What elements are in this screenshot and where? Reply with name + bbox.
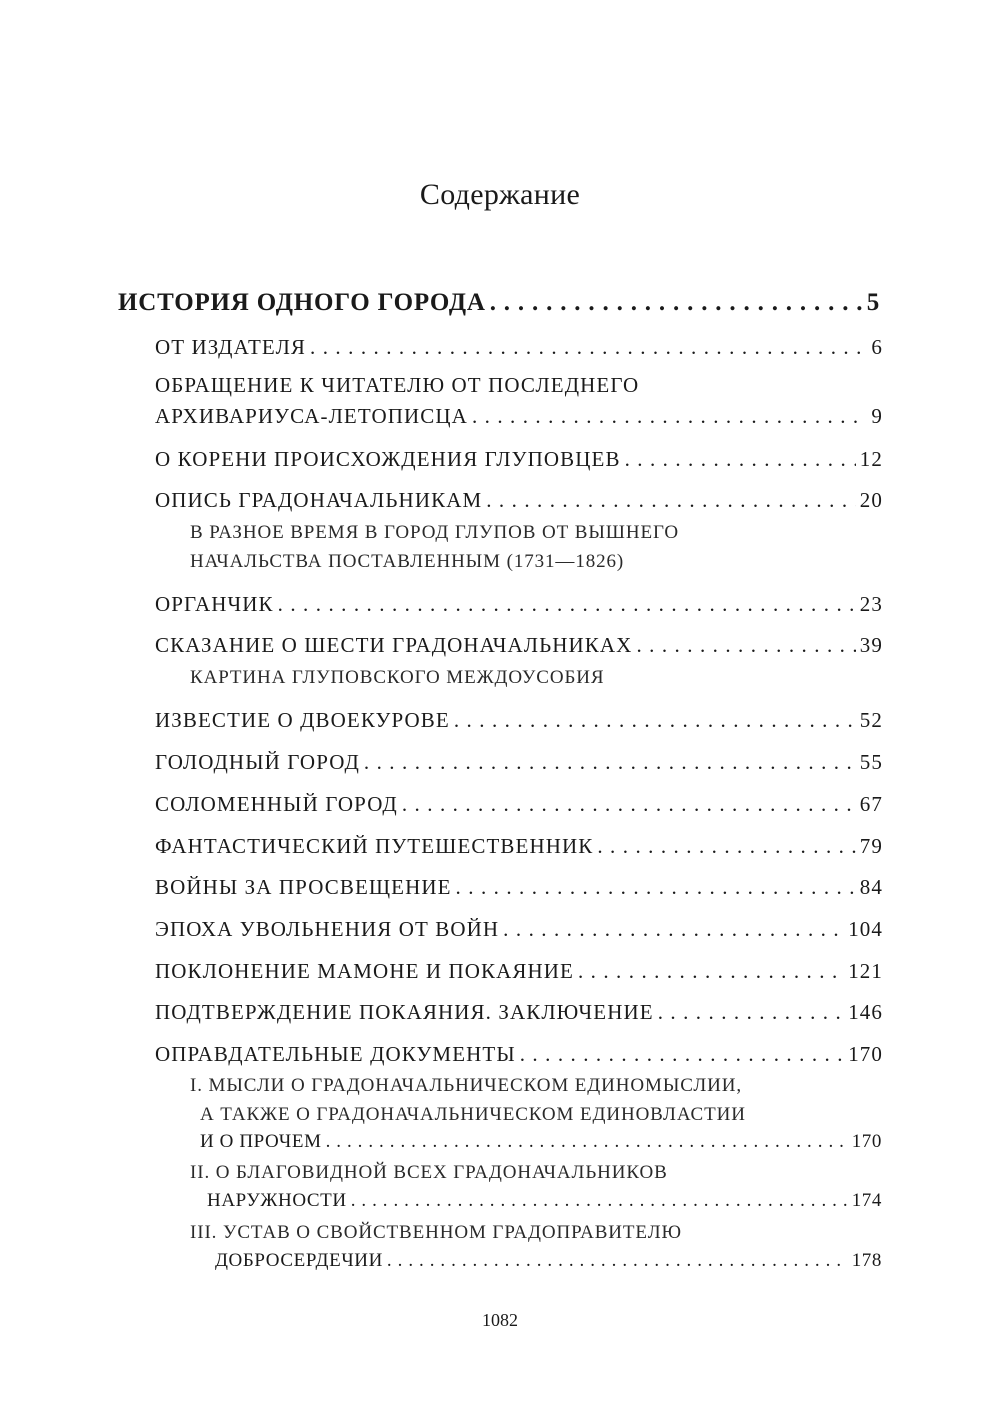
toc-page-number: 23 [859,592,883,616]
toc-page-number: 20 [859,488,883,512]
toc-page-number: 9 [871,404,883,428]
page-title: Содержание [419,178,581,211]
toc-entry-epokha[interactable] [155,917,883,942]
leader-dots [326,1131,848,1153]
leader-dots [490,289,863,317]
toc-entry-label: СОЛОМЕННЫЙ ГОРОД [155,792,398,816]
leader-dots [364,750,856,775]
toc-entry-label: ОТ ИЗДАТЕЛЯ [155,335,307,359]
toc-subtitle: В РАЗНОЕ ВРЕМЯ В ГОРОД ГЛУПОВ ОТ ВЫШНЕГО [190,522,680,543]
toc-page-number: 104 [848,917,883,941]
toc-entry-label: ИСТОРИЯ ОДНОГО ГОРОДА [118,289,486,316]
toc-entry-label: ИЗВЕСТИЕ О ДВОЕКУРОВЕ [155,708,450,732]
toc-entry-o-koreni[interactable] [155,447,883,472]
toc-doc-line: III. УСТАВ О СВОЙСТВЕННОМ ГРАДОПРАВИТЕЛЮ [190,1222,682,1243]
toc-page-number: 5 [866,289,880,316]
leader-dots [456,875,856,900]
toc-entry-label: ОПИСЬ ГРАДОНАЧАЛЬНИКАМ [155,488,483,512]
toc-page-number: 170 [851,1131,882,1152]
leader-dots [636,633,855,658]
toc-entry-opis[interactable] [155,488,883,513]
toc-entry-label: ФАНТАСТИЧЕСКИЙ ПУТЕШЕСТВЕННИК [155,834,594,858]
toc-entry-label: О КОРЕНИ ПРОИСХОЖДЕНИЯ ГЛУПОВЦЕВ [155,447,621,471]
toc-subtitle: НАЧАЛЬСТВА ПОСТАВЛЕННЫМ (1731—1826) [190,551,625,572]
leader-dots [597,834,855,859]
toc-entry-label: И О ПРОЧЕМ [200,1131,322,1152]
toc-entry-label: ОПРАВДАТЕЛЬНЫЕ ДОКУМЕНТЫ [155,1042,516,1066]
toc-entry-solomenny[interactable] [155,792,883,817]
leader-dots [351,1190,848,1212]
leader-dots [658,1000,844,1025]
toc-page-number: 170 [848,1042,883,1066]
leader-dots [387,1250,848,1272]
toc-entry-izvestie[interactable] [155,708,883,733]
toc-doc-line: I. МЫСЛИ О ГРАДОНАЧАЛЬНИЧЕСКОМ ЕДИНОМЫСЛИИ, [190,1075,743,1096]
toc-page-number: 174 [851,1190,882,1211]
leader-dots [503,917,844,942]
toc-entry-obrashchenie[interactable] [155,404,883,429]
toc-entry-label: АРХИВАРИУСА-ЛЕТОПИСЦА [155,404,468,428]
toc-doc-line: А ТАКЖЕ О ГРАДОНАЧАЛЬНИЧЕСКОМ ЕДИНОВЛАСТИИ [200,1104,746,1125]
page-number: 1082 [482,1310,518,1330]
leader-dots [520,1042,844,1067]
toc-entry-label: ПОКЛОНЕНИЕ МАМОНЕ И ПОКАЯНИЕ [155,959,574,983]
toc-page-number: 12 [859,447,883,471]
leader-dots [310,335,867,360]
toc-page-number: 84 [859,875,883,899]
toc-entry-label: НАРУЖНОСТИ [207,1190,347,1211]
toc-entry-label: ЭПОХА УВОЛЬНЕНИЯ ОТ ВОЙН [155,917,500,941]
toc-page-number: 121 [848,959,883,983]
leader-dots [278,592,856,617]
toc-entry-opravdatelnye[interactable] [155,1042,883,1067]
leader-dots [454,708,856,733]
toc-page-number: 146 [848,1000,883,1024]
toc-page-number: 39 [859,633,883,657]
leader-dots [472,404,867,429]
toc-page-number: 67 [859,792,883,816]
toc-entry-label: ДОБРОСЕРДЕЧИИ [215,1250,383,1271]
toc-doc-entry-1[interactable] [200,1131,882,1153]
toc-entry-fantasticheskiy[interactable] [155,834,883,859]
toc-entry-skazanie[interactable] [155,633,883,658]
toc-doc-entry-3[interactable] [215,1250,882,1272]
toc-page-number: 6 [871,335,883,359]
toc-entry-label: ВОЙНЫ ЗА ПРОСВЕЩЕНИЕ [155,875,452,899]
toc-subtitle: КАРТИНА ГЛУПОВСКОГО МЕЖДОУСОБИЯ [190,667,605,688]
toc-page-number: 178 [851,1250,882,1271]
toc-entry-label: ОРГАНЧИК [155,592,274,616]
toc-entry-label: ПОДТВЕРЖДЕНИЕ ПОКАЯНИЯ. ЗАКЛЮЧЕНИЕ [155,1000,654,1024]
toc-doc-entry-2[interactable] [207,1190,882,1212]
leader-dots [486,488,856,513]
toc-page-number: 79 [859,834,883,858]
toc-doc-line: II. О БЛАГОВИДНОЙ ВСЕХ ГРАДОНАЧАЛЬНИКОВ [190,1162,668,1183]
toc-entry-golodny[interactable] [155,750,883,775]
toc-entry-ot-izdatelya[interactable] [155,335,883,360]
toc-entry-organchik[interactable] [155,592,883,617]
toc-entry-istoriya[interactable] [118,289,880,317]
leader-dots [402,792,856,817]
toc-page-number: 55 [859,750,883,774]
toc-entry-poklonenie[interactable] [155,959,883,984]
toc-page-number: 52 [859,708,883,732]
toc-entry-label: СКАЗАНИЕ О ШЕСТИ ГРАДОНАЧАЛЬНИКАХ [155,633,633,657]
leader-dots [625,447,856,472]
toc-entry-obrashchenie-line1: ОБРАЩЕНИЕ К ЧИТАТЕЛЮ ОТ ПОСЛЕДНЕГО [155,373,640,397]
leader-dots [578,959,844,984]
toc-entry-podtverzhdenie[interactable] [155,1000,883,1025]
toc-entry-voyny[interactable] [155,875,883,900]
toc-entry-label: ГОЛОДНЫЙ ГОРОД [155,750,360,774]
